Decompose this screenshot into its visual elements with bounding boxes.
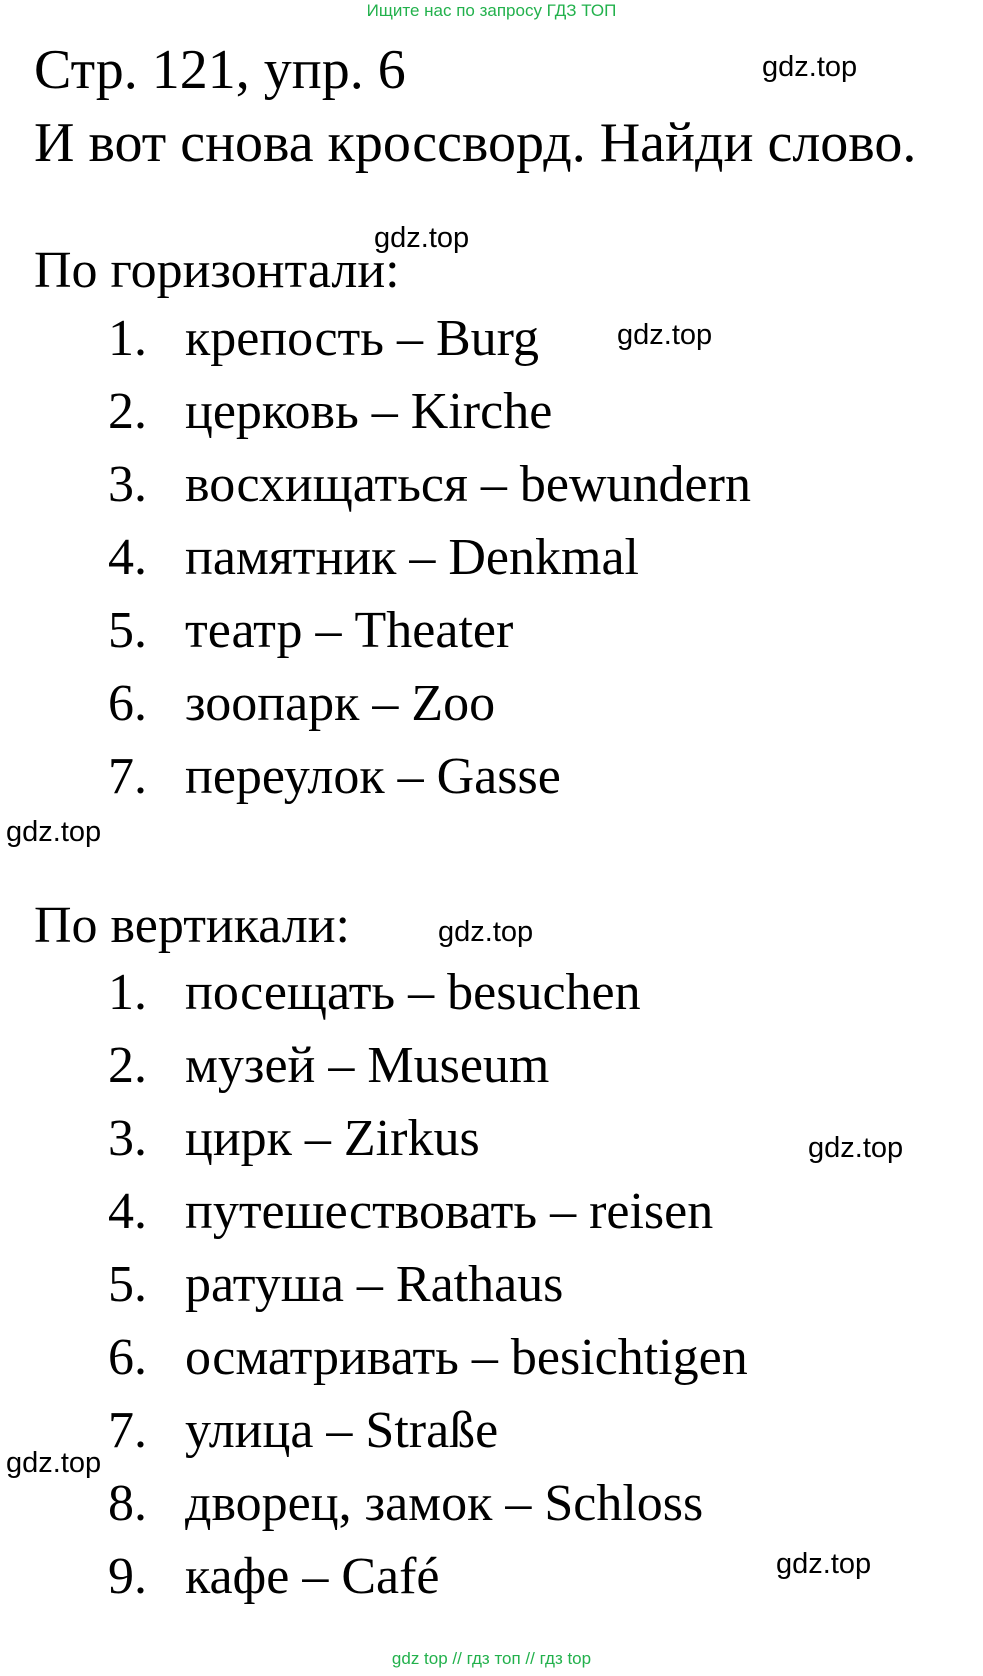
top-banner: Ищите нас по запросу ГДЗ ТОП (366, 1, 617, 20)
item-text: путешествовать – reisen (185, 1183, 714, 1240)
item-number: 6. (108, 675, 147, 732)
item-number: 4. (108, 529, 147, 586)
item-number: 7. (108, 1402, 147, 1459)
item-number: 5. (108, 602, 147, 659)
watermark: gdz.top (374, 222, 470, 254)
item-number: 8. (108, 1475, 147, 1532)
bottom-banner: gdz top // гдз топ // гдз top (391, 1649, 592, 1668)
watermark: gdz.top (762, 51, 858, 83)
item-text: переулок – Gasse (185, 748, 561, 805)
item-number: 6. (108, 1329, 147, 1386)
item-text: цирк – Zirkus (185, 1110, 480, 1167)
item-text: театр – Theater (185, 602, 514, 659)
item-text: музей – Museum (185, 1037, 550, 1094)
watermark: gdz.top (6, 1447, 102, 1479)
watermark: gdz.top (776, 1548, 872, 1580)
watermark: gdz.top (617, 319, 713, 351)
item-text: дворец, замок – Schloss (185, 1475, 704, 1532)
item-text: восхищаться – bewundern (185, 456, 751, 513)
vertical-section-title: По вертикали: (34, 897, 350, 954)
item-number: 9. (108, 1548, 147, 1605)
item-text: осматривать – besichtigen (185, 1329, 748, 1386)
item-number: 5. (108, 1256, 147, 1313)
item-text: посещать – besuchen (185, 964, 641, 1021)
item-number: 1. (108, 964, 147, 1021)
horizontal-section-title: По горизонтали: (34, 242, 400, 299)
item-text: улица – Straße (185, 1402, 499, 1459)
item-number: 7. (108, 748, 147, 805)
item-number: 1. (108, 310, 147, 367)
item-text: памятник – Denkmal (185, 529, 639, 586)
instruction-text: И вот снова кроссворд. Найди слово. (34, 112, 917, 174)
watermark: gdz.top (808, 1132, 904, 1164)
item-number: 3. (108, 1110, 147, 1167)
item-number: 4. (108, 1183, 147, 1240)
item-text: зоопарк – Zoo (185, 675, 496, 732)
item-number: 2. (108, 383, 147, 440)
item-text: ратуша – Rathaus (185, 1256, 564, 1313)
item-number: 2. (108, 1037, 147, 1094)
page-title: Стр. 121, упр. 6 (34, 39, 406, 101)
item-number: 3. (108, 456, 147, 513)
watermark: gdz.top (438, 916, 534, 948)
item-text: кафе – Café (185, 1548, 440, 1605)
item-text: церковь – Kirche (185, 383, 553, 440)
watermark: gdz.top (6, 816, 102, 848)
item-text: крепость – Burg (185, 310, 540, 367)
